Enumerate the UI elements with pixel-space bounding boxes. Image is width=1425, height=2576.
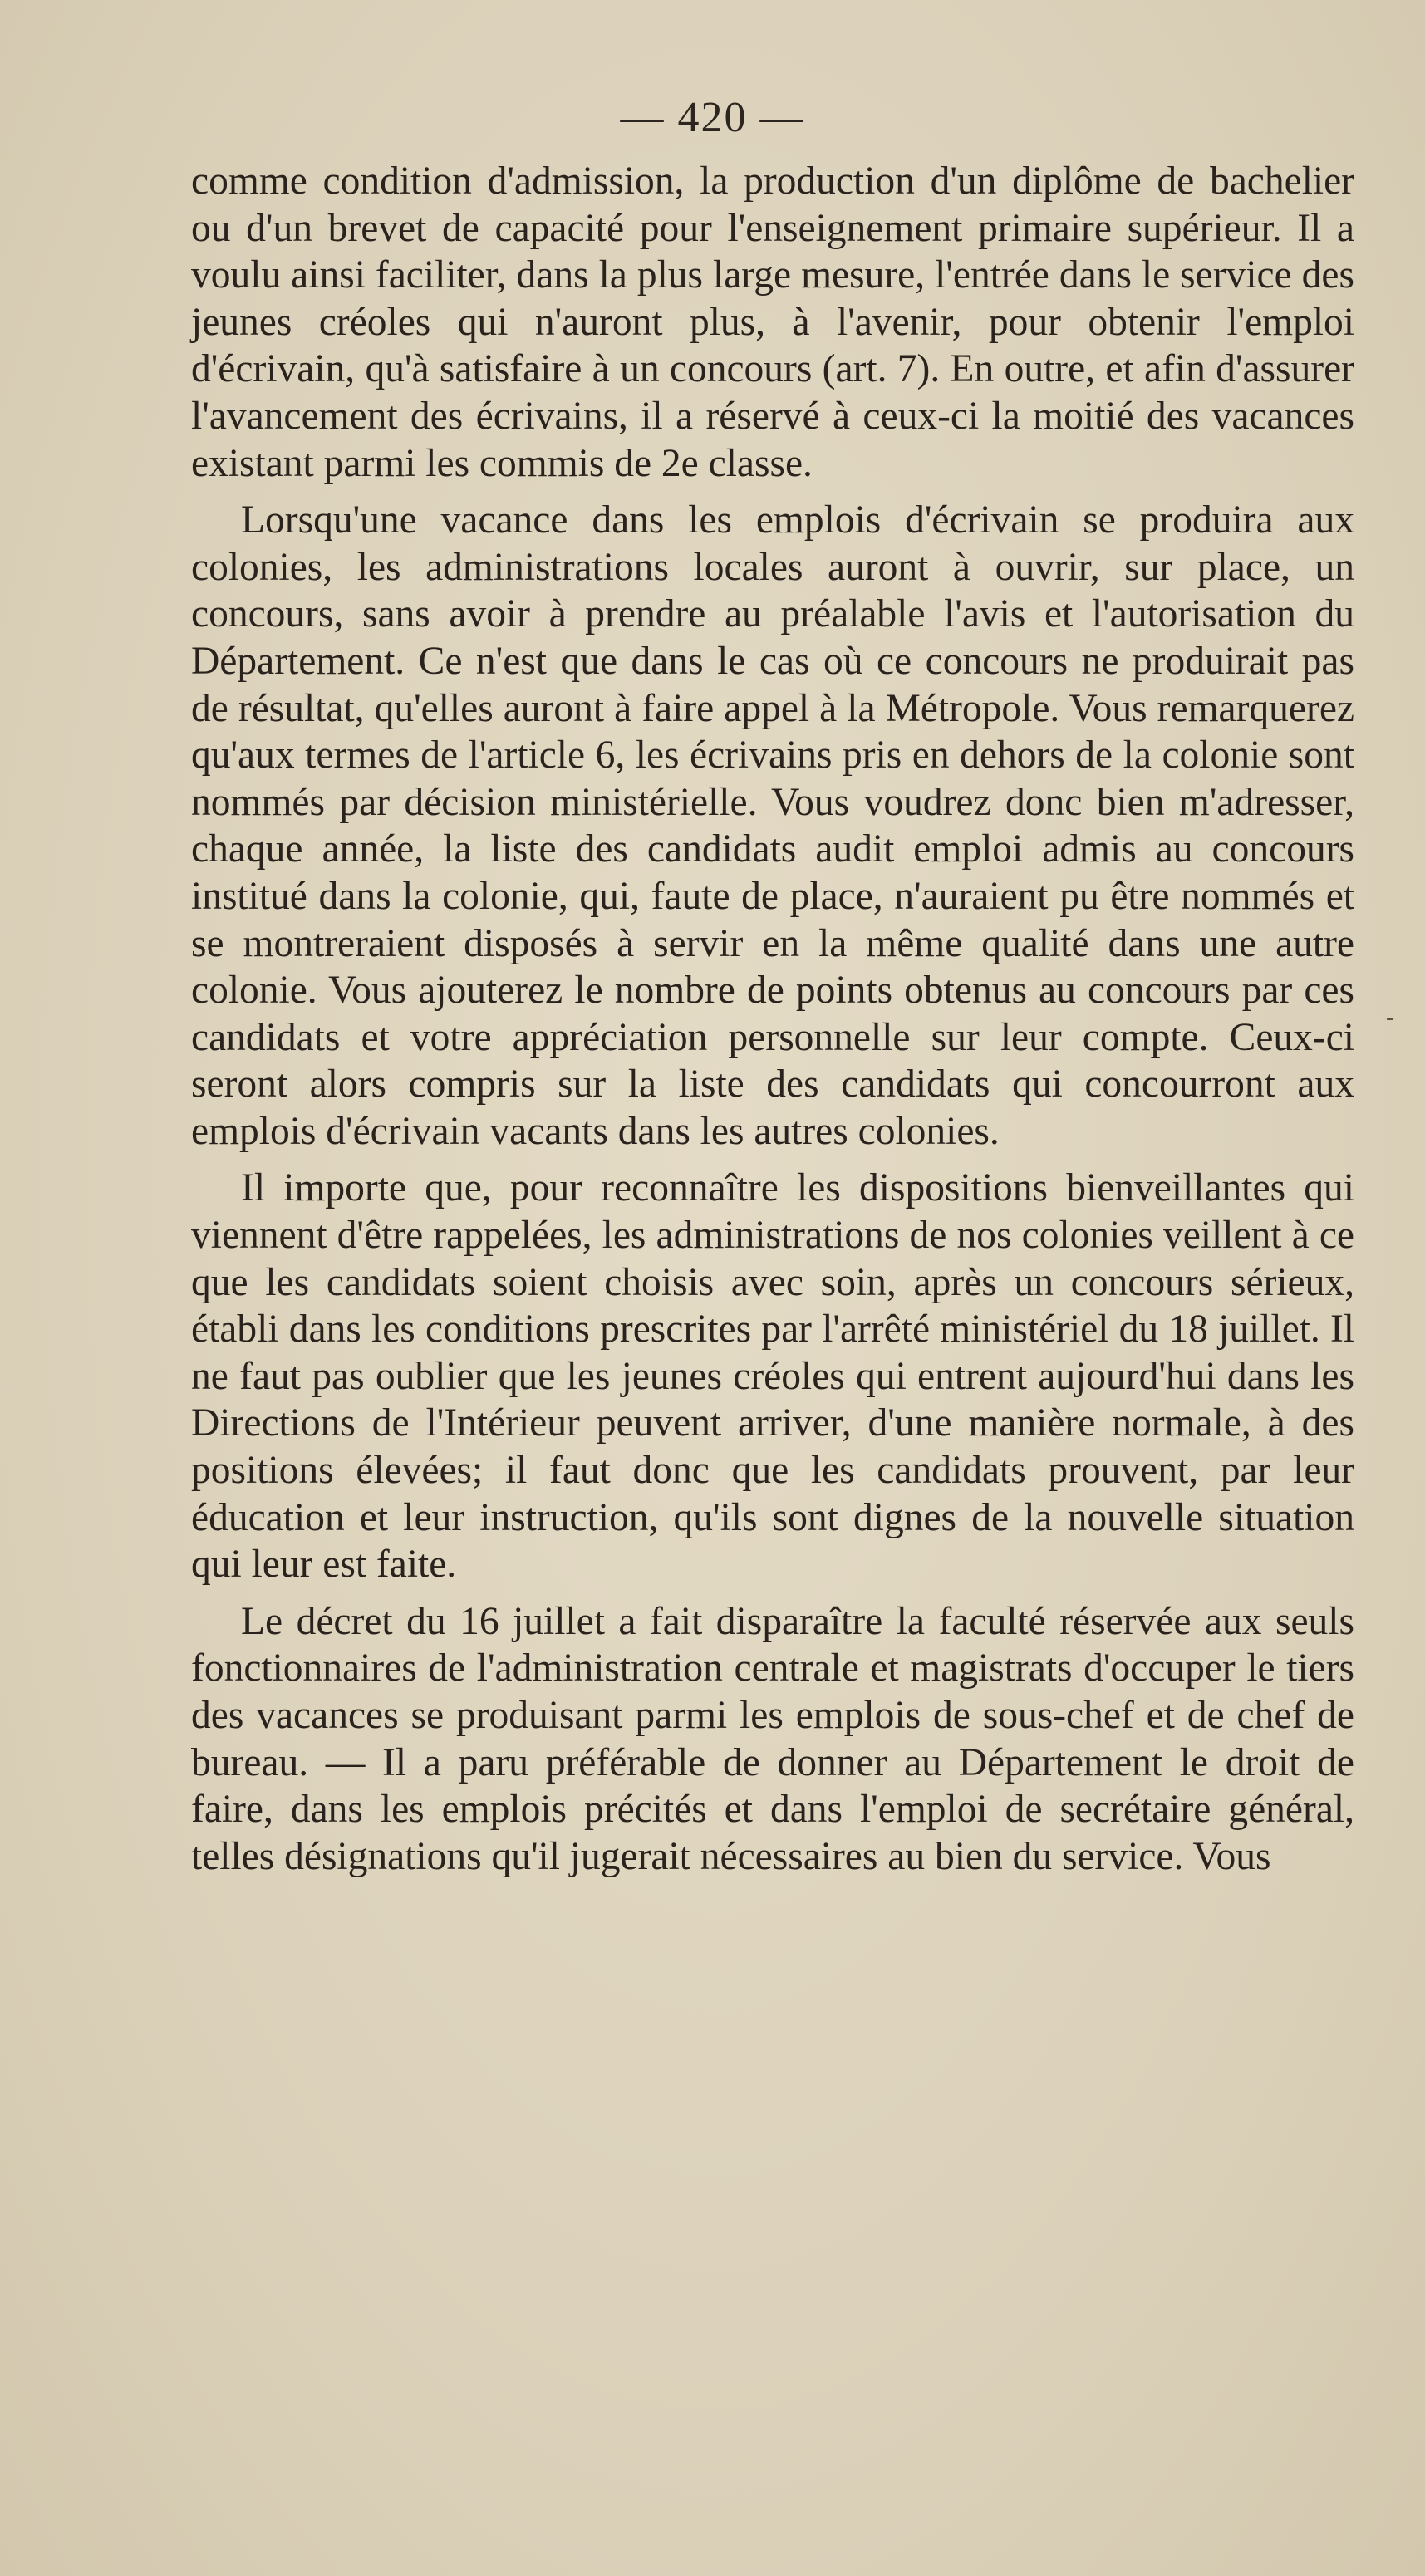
paragraph-vacancy-procedure: Lorsqu'une vacance dans les emplois d'écrivain se produira aux colonies, les administrations locales auront à ouvrir, sur place, un concours, sans avoir à prendre au préalable l'avis et l'autorisation du Département. Ce n'est que dans le cas où ce concours ne produirait pas de résultat, qu'elles auront à faire appel à la Métropole. Vous remarquerez qu'aux termes de l'article 6, les écrivains pris en dehors de la colonie sont nommés par décision ministérielle. Vous voudrez donc bien m'adresser, chaque année, la liste des candidats audit emploi admis au concours institué dans la colonie, qui, faute de place, n'auraient pu être nommés et se montreraient disposés à servir en la même qualité dans une autre colonie. Vous ajouterez le nombre de points obtenus au concours par ces candidats et votre appréciation personnelle sur leur compte. Ceux-ci seront alors compris sur la liste des candidats qui concourront aux emplois d'écrivain vacants dans les autres colonies. (191, 498, 1354, 1153)
paragraph-decree: Le décret du 16 juillet a fait disparaître la faculté réservée aux seuls fonctionnaires de l'administration centrale et magistrats d'occuper le tiers des vacances se produisant parmi les emplois de sous-chef et de chef de bureau. — Il a paru préférable de donner au Département le droit de faire, dans les emplois précités et dans l'emploi de secrétaire général, telles désignations qu'il jugerait nécessaires au bien du service. Vous (191, 1599, 1354, 1878)
margin-mark: - (1386, 1003, 1394, 1031)
page-number: — 420 — (620, 94, 805, 141)
document-body (191, 158, 1354, 1880)
paragraph-candidate-selection: Il importe que, pour reconnaître les dispositions bienveillantes qui viennent d'être rappelées, les administrations de nos colonies veillent à ce que les candidats soient choisis avec soin, après un concours sérieux, établi dans les conditions prescrites par l'arrêté ministériel du 18 juillet. Il ne faut pas oublier que les jeunes créoles qui entrent aujourd'hui dans les Directions de l'Intérieur peuvent arriver, d'une manière normale, à des positions élevées; il faut donc que les candidats prouvent, par leur éducation et leur instruction, qu'ils sont dignes de la nouvelle situation qui leur est faite. (191, 1166, 1354, 1587)
paragraph-continuation: comme condition d'admission, la production d'un diplôme de bachelier ou d'un brevet de capacité pour l'enseignement primaire supérieur. Il a voulu ainsi faciliter, dans la plus large mesure, l'entrée dans le service des jeunes créoles qui n'auront plus, à l'avenir, pour obtenir l'emploi d'écrivain, qu'à satisfaire à un concours (art. 7). En outre, et afin d'assurer l'avancement des écrivains, il a réservé à ceux-ci la moitié des vacances existant parmi les commis de 2e classe. (191, 159, 1354, 485)
